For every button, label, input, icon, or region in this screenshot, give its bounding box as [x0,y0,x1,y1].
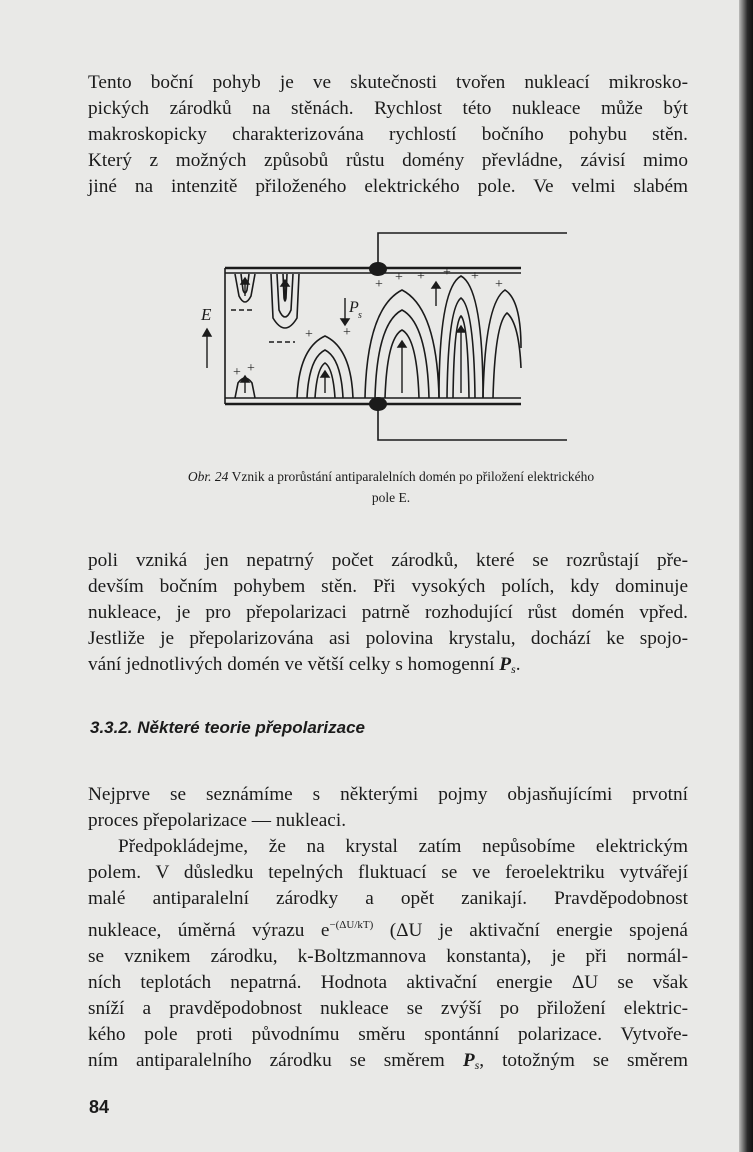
caption-text: Vznik a prorůstání antiparalelních domén po přiložení elektrického [231,469,595,484]
text-line: Nejprve se seznámíme s některými pojmy objasňujícími prvotní [88,784,688,805]
text-line: makroskopicky charakterizována rychlostí bočního pohybu stěn. [88,124,688,145]
field-label-e: E [201,305,212,324]
svg-text:+: + [247,361,255,376]
caption-text-2: pole E. [371,490,411,505]
bottom-electrode-wire [378,406,567,440]
domain-r3-outer [483,290,521,398]
text-line: se vznikem zárodku, k-Boltzmannova konstanta), je při normál- [88,946,688,967]
exponent: −(ΔU/kT) [329,919,374,931]
top-electrode-wire [378,233,567,268]
page-number: 84 [89,1097,110,1117]
svg-text:+: + [495,277,503,292]
ps-symbol: P [462,1050,475,1071]
text-line: nukleace, úměrná výrazu $e^{-(\Delta U/kT)}$ (ΔU je aktivační energie spojená [88,919,688,941]
field-arrow-up [203,329,211,336]
text-line: ních teplotách nepatrná. Hodnota aktivační energie ΔU se však [88,972,688,993]
top-electrode-contact [369,262,387,276]
svg-text:+: + [395,270,403,285]
text-line: malé antiparalelní zárodky a opět zanikají. Pravděpodobnost [88,888,688,909]
svg-text:+: + [305,327,313,342]
svg-text:+: + [375,277,383,292]
text-line: devším bočním pohybem stěn. Při vysokých polích, kdy dominuje [88,576,688,597]
text-line: poli vzniká jen nepatrný počet zárodků, které se rozrůstají pře- [88,550,688,571]
text-line: polem. V důsledku tepelných fluktuací se ve feroelektriku vytvářejí [88,862,688,883]
text-line: jiné na intenzitě přiloženého elektrického pole. Ve velmi slabém [88,176,688,197]
text-line: pických zárodků na stěnách. Rychlost této nukleace může být [88,98,688,119]
text-line: Předpokládejme, že na krystal zatím nepůsobíme elektrickým [118,836,688,857]
figure-caption [92,466,690,508]
section-heading: 3.3.2. Některé teorie přepolarizace [90,718,365,737]
domain-growth-diagram [195,228,575,443]
arrow-up-4 [321,371,329,377]
text-line: Tento boční pohyb je ve skutečnosti tvořen nukleací mikrosko- [88,72,688,93]
svg-text:+: + [343,325,351,340]
svg-text:+: + [417,269,425,284]
paragraph-2 [88,548,688,682]
text-line: Jestliže je přepolarizována asi polovina krystalu, dochází ke spojo- [88,628,688,649]
polarization-label-s: s [358,310,362,321]
text-line: nukleace, je pro přepolarizaci patrně rozhodující růst domén vpřed. [88,602,688,623]
arrow-up-3 [241,376,249,382]
paragraph-1 [88,70,688,200]
page-edge-shadow [739,0,753,1152]
text-line: sníží a pravděpodobnost nukleace se zvýší po přiložení elektric- [88,998,688,1019]
svg-text:+: + [443,265,451,280]
svg-text:+: + [233,365,241,380]
arrow-up-5 [398,341,406,347]
text-line: ním antiparalelního zárodku se směrem $P_s$, totožným se směrem [88,1050,688,1072]
arrow-up-2 [281,280,289,286]
text-line: kého pole proti původnímu směru spontánní polarizace. Vytvoře- [88,1024,688,1045]
text-line: proces přepolarizace — nukleaci. [88,810,347,831]
ps-symbol: P [499,654,512,675]
polarization-label-p: P [349,299,359,316]
paragraph-3 [88,782,688,1078]
text-line: Který z možných způsobů růstu domény převládne, závisí mimo [88,150,688,171]
arrow-up-6 [457,326,465,332]
bottom-electrode-contact [369,397,387,411]
arrow-up-7 [432,282,440,288]
figure-domain-diagram [195,228,575,443]
figure-number: Obr. 24 [187,469,229,484]
text-line: vání jednotlivých domén ve větší celky s homogenní $P_s$. [88,654,521,676]
domain-r3-mid [493,313,521,398]
svg-text:+: + [471,269,479,284]
